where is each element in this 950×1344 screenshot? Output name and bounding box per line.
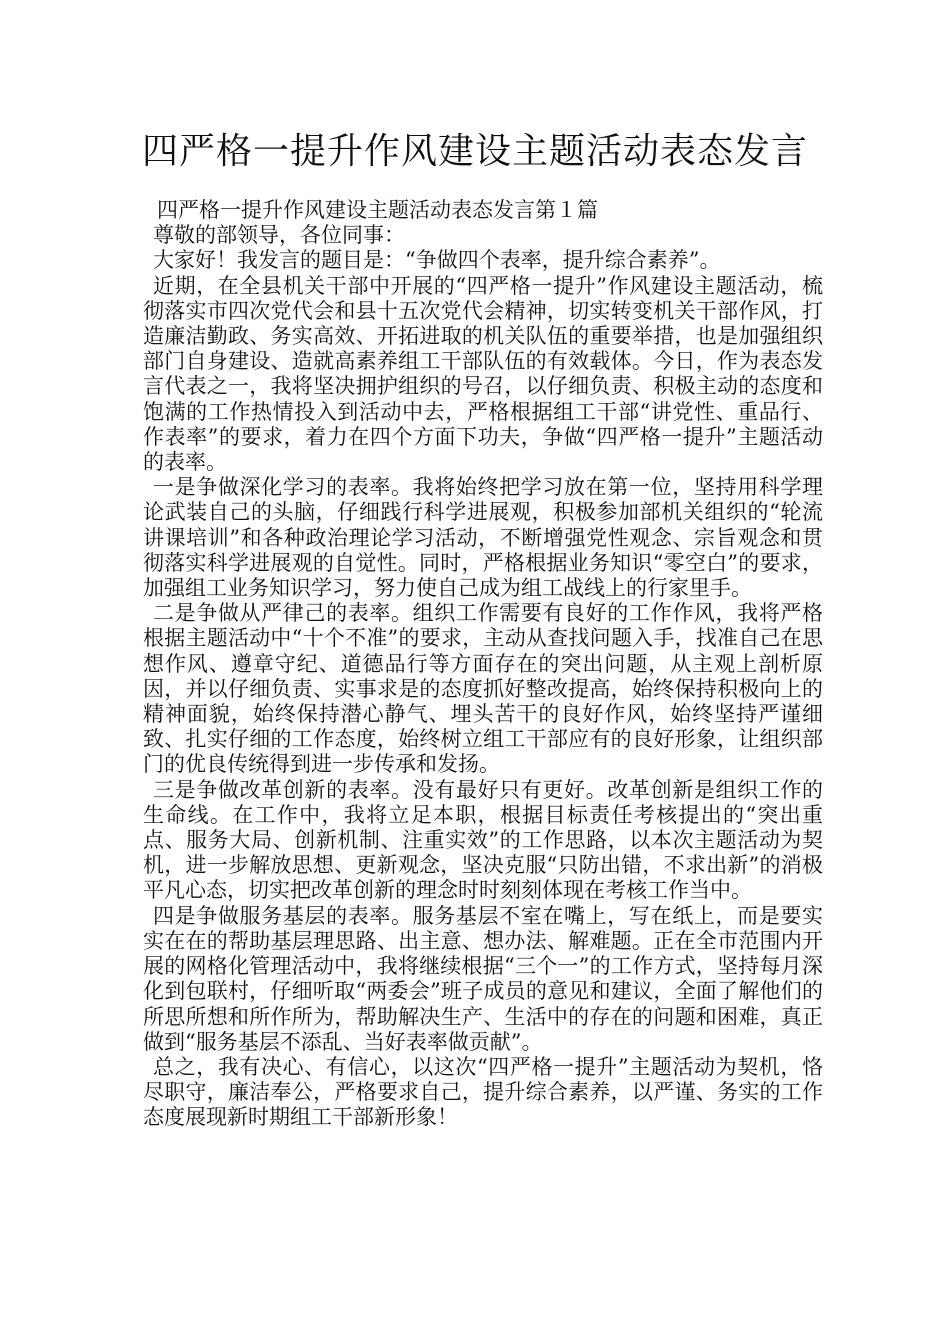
paragraph-point-two: 二是争做从严律己的表率。组织工作需要有良好的工作作风，我将严格根据主题活动中“十个不准”的要求，主动从查找问题入手，找准自己在思想作风、遵章守纪、道德品行等方面存在的突出问题，从主观上剖析原因，并以仔细负责、实事求是的态度抓好整改提高，始终保持积极向上的精神面貌，始终保持潜心静气、埋头苦干的良好作风，始终坚持严谨细致、扎实仔细的工作态度，始终树立组工干部应有的良好形象，让组织部门的优良传统得到进一步传承和发扬。	[143, 601, 823, 777]
paragraph-point-one: 一是争做深化学习的表率。我将始终把学习放在第一位，坚持用科学理论武装自己的头脑，仔细践行科学进展观，积极参加部机关组织的“轮流讲课培训”和各种政治理论学习活动，不断增强党性观念、宗旨观念和贯彻落实科学进展观的自觉性。同时，严格根据业务知识“零空白”的要求，加强组工业务知识学习，努力使自己成为组工战线上的行家里手。	[143, 475, 823, 601]
paragraph-introduction: 近期，在全县机关干部中开展的“四严格一提升”作风建设主题活动，梳彻落实市四次党代会和县十五次党代会精神，切实转变机关干部作风，打造廉洁勤政、务实高效、开拓进取的机关队伍的重要举措，也是加强组织部门自身建设、造就高素养组工干部队伍的有效载体。今日，作为表态发言代表之一，我将坚决拥护组织的号召，以仔细负责、积极主动的态度和饱满的工作热情投入到活动中去，严格根据组工干部“讲党性、重品行、作表率”的要求，着力在四个方面下功夫，争做“四严格一提升”主题活动的表率。	[143, 273, 823, 475]
document-body	[143, 198, 823, 1131]
salutation: 尊敬的部领导，各位同事：	[153, 223, 405, 248]
document-title: 四严格一提升作风建设主题活动表态发言	[141, 131, 808, 172]
paragraph-conclusion: 总之，我有决心、有信心，以这次“四严格一提升”主题活动为契机，恪尽职守，廉洁奉公，严格要求自己，提升综合素养，以严谨、务实的工作态度展现新时期组工干部新形象！	[143, 1054, 823, 1130]
paragraph-point-three: 三是争做改革创新的表率。没有最好只有更好。改革创新是组织工作的生命线。在工作中，我将立足本职，根据目标责任考核提出的“突出重点、服务大局、创新机制、注重实效”的工作思路，以本次主题活动为契机，进一步解放思想、更新观念，坚决克服“只防出错，不求出新”的消极平凡心态，切实把改革创新的理念时时刻刻体现在考核工作当中。	[143, 777, 823, 903]
paragraph-point-four: 四是争做服务基层的表率。服务基层不室在嘴上，写在纸上，而是要实实在在的帮助基层理思路、出主意、想办法、解难题。正在全市范围内开展的网格化管理活动中，我将继续根据“三个一”的工作方式，坚持每月深化到包联村，仔细听取“两委会”班子成员的意见和建议，全面了解他们的所思所想和所作所为，帮助解决生产、生活中的存在的问题和困难，真正做到“服务基层不添乱、当好表率做贡献”。	[143, 903, 823, 1054]
document-subtitle: 四严格一提升作风建设主题活动表态发言第１篇	[157, 198, 598, 222]
paragraph-greeting: 大家好！我发言的题目是：“争做四个表率，提升综合素养”。	[153, 248, 721, 273]
